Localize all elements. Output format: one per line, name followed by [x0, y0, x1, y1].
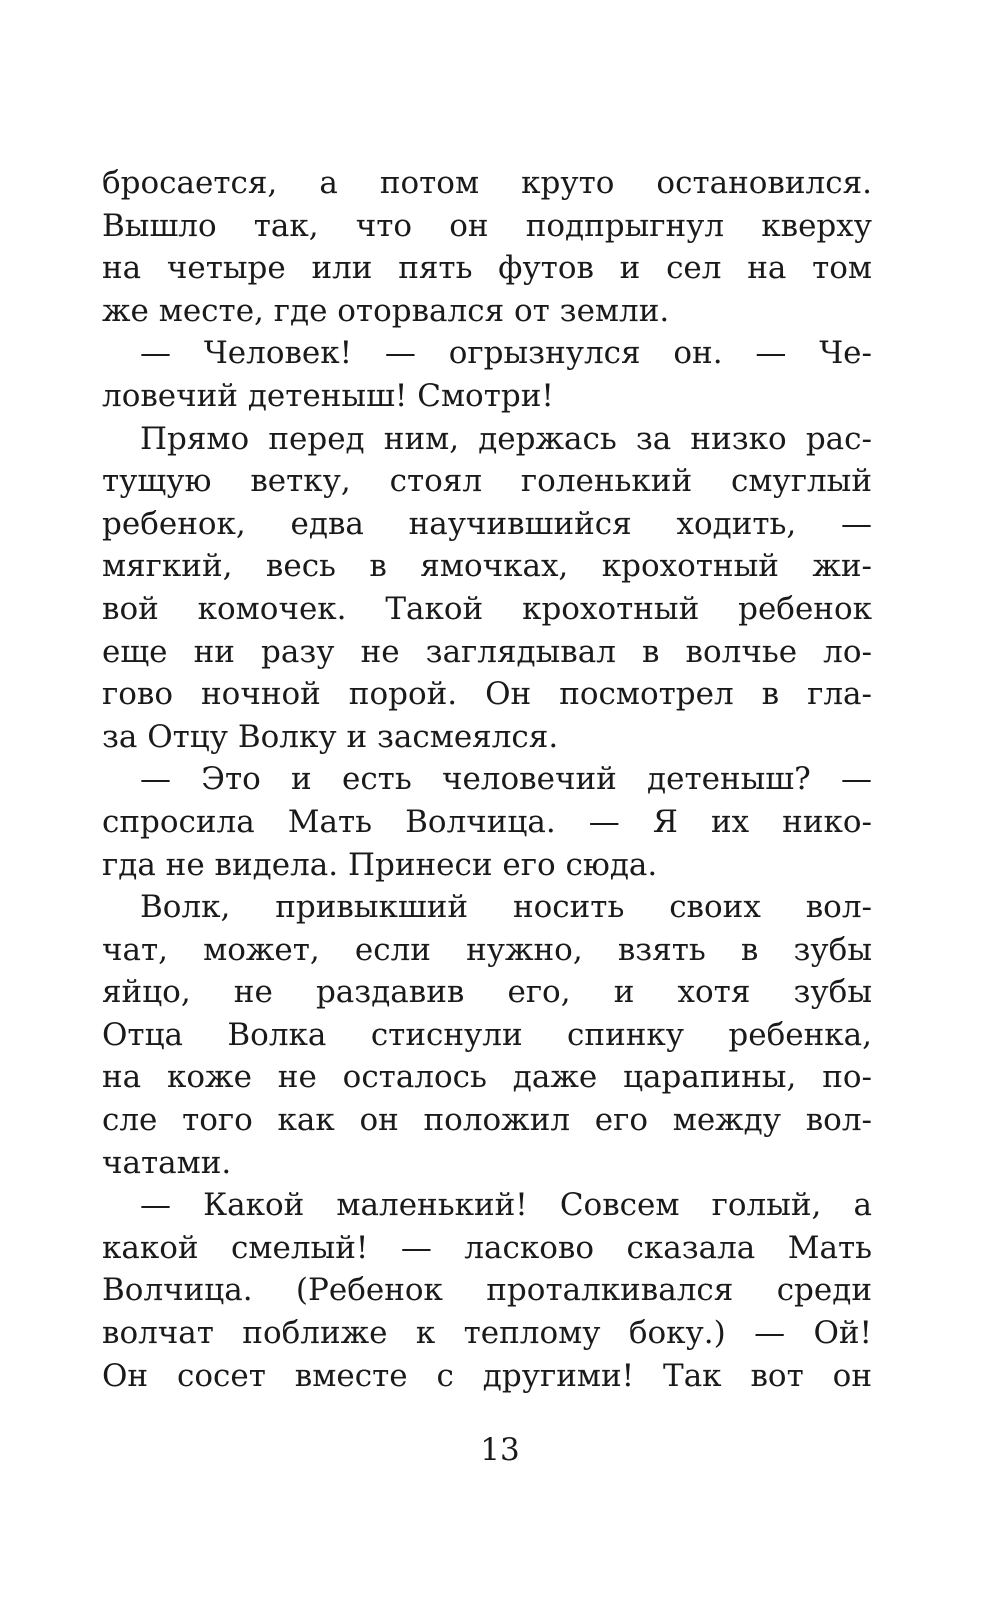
text-line: спросила Мать Волчица. — Я их нико- [102, 803, 872, 840]
text-line: ребенок, едва научившийся ходить, — [102, 505, 872, 542]
text-line: сле того как он положил его между вол- [102, 1102, 872, 1139]
text-line: Вышло так, что он подпрыгнул кверху [102, 207, 872, 244]
text-line: какой смелый! — ласково сказала Мать [102, 1229, 872, 1266]
text-line: Он сосет вместе с другими! Так вот он [102, 1357, 872, 1394]
text-line: чат, может, если нужно, взять в зубы [102, 931, 872, 968]
text-line: — Это и есть человечий детеныш? — [140, 761, 872, 798]
text-line: же месте, где оторвался от земли. [102, 292, 670, 329]
text-line: еще ни разу не заглядывал в волчье ло- [102, 633, 872, 670]
text-line: бросается, а потом круто остановился. [102, 165, 872, 201]
text-line: Волк, привыкший носить своих вол- [140, 889, 872, 926]
text-line: гда не видела. Принеси его сюда. [102, 846, 658, 883]
text-line: яйцо, не раздавив его, и хотя зубы [102, 974, 872, 1011]
text-line: — Человек! — огрызнулся он. — Че- [140, 335, 872, 372]
text-line: гово ночной порой. Он посмотрел в гла- [102, 676, 872, 713]
text-line: Волчица. (Ребенок проталкивался среди [102, 1272, 872, 1309]
text-line: тущую ветку, стоял голенький смуглый [102, 463, 872, 500]
text-line: Прямо перед ним, держась за низко рас- [140, 420, 872, 457]
text-line: на четыре или пять футов и сел на том [102, 250, 872, 287]
text-line: ловечий детеныш! Смотри! [102, 377, 554, 414]
text-line: на коже не осталось даже царапины, по- [102, 1059, 872, 1096]
body-text [102, 162, 872, 1397]
text-line: мягкий, весь в ямочках, крохотный жи- [102, 548, 872, 585]
page-number: 13 [480, 1432, 520, 1468]
text-line: — Какой маленький! Совсем голый, а [140, 1187, 872, 1224]
text-line: волчат поближе к теплому боку.) — Ой! [102, 1315, 872, 1352]
text-line: чатами. [102, 1144, 232, 1181]
text-line: Отца Волка стиснули спинку ребенка, [102, 1016, 872, 1053]
text-line: вой комочек. Такой крохотный ребенок [102, 590, 872, 627]
text-line: за Отцу Волку и засмеялся. [102, 718, 559, 755]
